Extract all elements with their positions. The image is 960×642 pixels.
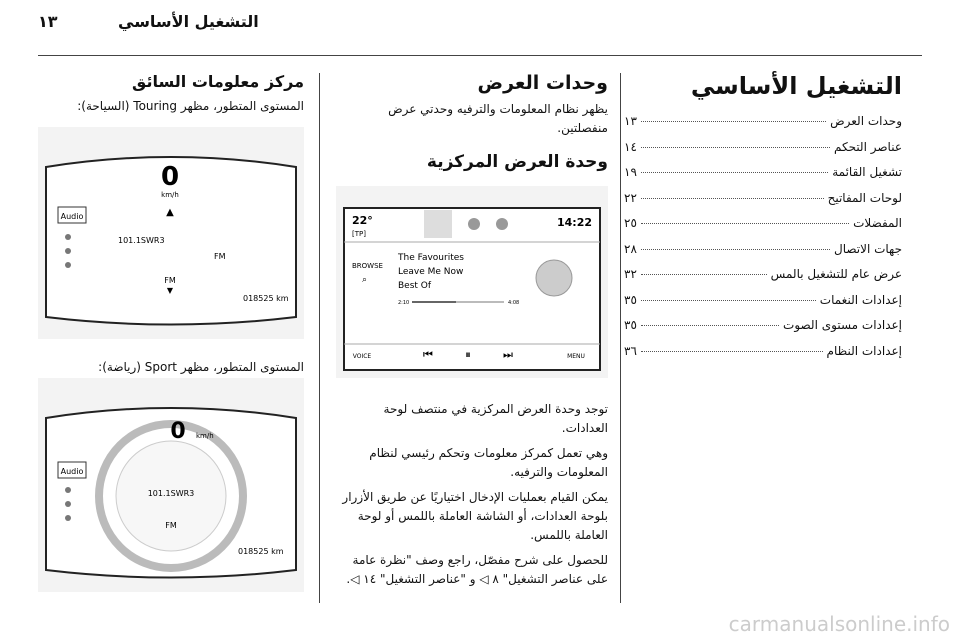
sport-speed-unit: km/h (196, 432, 214, 440)
toc-leader (641, 248, 830, 250)
watermark: carmanualsonline.info (728, 612, 950, 636)
toc-item-label: عرض عام للتشغيل بالمس (770, 267, 902, 281)
toc-item-page: ٣٥ (624, 318, 637, 332)
displays-title: وحدات العرض (477, 72, 608, 94)
down-arrow-icon: ▼ (166, 286, 174, 295)
toc-leader (641, 197, 824, 199)
cluster-fm-bottom: FM (164, 276, 176, 285)
central-paragraph-2: وهي تعمل كمركز معلومات وتحكم رئيسي لنظام المعلومات والترفيه. (369, 446, 608, 479)
toc-item-page: ٣٦ (624, 343, 637, 358)
sport-cluster-figure (38, 378, 304, 592)
displays-intro: يظهر نظام المعلومات والترفيه وحدتي عرض منفصلتين. (388, 102, 608, 135)
toc-item[interactable] (624, 242, 902, 268)
toc-item-label: عناصر التحكم (833, 139, 902, 154)
column-divider-left (319, 73, 320, 603)
toc-item[interactable] (624, 216, 902, 242)
toc-item-page: ١٣ (624, 114, 637, 128)
toc-leader (641, 222, 849, 224)
toc-leader (641, 273, 767, 275)
music-note-icon (424, 210, 452, 238)
toc-item-label: وحدات العرض (830, 114, 902, 128)
up-arrow-icon: ▲ (166, 207, 174, 218)
toc-item[interactable] (624, 114, 902, 140)
toc-column (624, 72, 902, 369)
central-display-title: وحدة العرض المركزية (426, 152, 608, 172)
screen-tp: [TP] (352, 230, 366, 238)
central-paragraph-1: توجد وحدة العرض المركزية في منتصف لوحة العدادات. (383, 402, 608, 435)
toc-item-label: إعدادات النغمات (819, 292, 902, 307)
toc-item-page: ٢٢ (624, 190, 637, 205)
album-art (536, 260, 572, 296)
screen-browse: BROWSE (352, 262, 383, 270)
sport-cluster-illustration (38, 378, 304, 592)
toc-item[interactable] (624, 318, 902, 344)
toc-item-label: جهات الاتصال (833, 241, 902, 256)
time-end: 4:08 (508, 300, 520, 306)
toc-item-label: تشغيل القائمة (832, 165, 902, 179)
source-icon (468, 218, 480, 230)
previous-icon[interactable]: ⏮ (423, 348, 433, 361)
header-rule (38, 55, 922, 56)
touring-cluster-figure (38, 127, 304, 339)
screen-time: 14:22 (556, 216, 592, 229)
info-icon (496, 218, 508, 230)
toc-item-label: لوحات المفاتيح (827, 190, 902, 205)
time-start: 2:10 (398, 300, 410, 306)
toc-item-page: ٣٥ (624, 292, 637, 307)
central-paragraph-4: للحصول على شرح مفصّل، راجع وصف "نظرة عامة على عناصر التشغيل" ٨ ◁ و "عناصر التشغيل" ١٤ ◁. (346, 553, 608, 586)
toc-item-page: ٢٥ (624, 216, 637, 230)
sport-station: 101.1SWR3 (147, 489, 195, 498)
sport-caption: المستوى المتطور، مظهر Sport (رياضة): (98, 360, 304, 374)
toc-leader (641, 120, 826, 122)
toc-item[interactable] (624, 293, 902, 319)
cluster-station: 101.1SWR3 (118, 236, 165, 245)
toc-item[interactable] (624, 140, 902, 166)
infotainment-illustration (336, 186, 608, 378)
voice-label: VOICE (352, 353, 372, 360)
cluster-audio-label: Audio (60, 212, 84, 221)
column-divider-right (620, 73, 621, 603)
toc-leader (641, 171, 828, 173)
menu-label: MENU (567, 353, 585, 360)
toc-leader (641, 350, 823, 352)
cluster-speed: 0 (160, 162, 180, 192)
toc-item[interactable] (624, 191, 902, 217)
toc-leader (641, 324, 779, 326)
pause-icon[interactable]: ⏸ (465, 348, 471, 361)
page-number: ١٣ (38, 12, 58, 31)
toc-item[interactable] (624, 165, 902, 191)
sport-odometer: 018525 km (238, 547, 284, 556)
toc-item[interactable] (624, 267, 902, 293)
toc-title: التشغيل الأساسي (690, 72, 902, 100)
next-icon[interactable]: ⏭ (503, 348, 513, 361)
toc-list (624, 114, 902, 369)
toc-item-page: ٢٨ (624, 241, 637, 256)
touring-cluster-illustration (38, 127, 304, 339)
toc-item-label: إعدادات النظام (826, 343, 902, 358)
cluster-fm: FM (214, 252, 226, 261)
touring-caption: المستوى المتطور، مظهر Touring (السياحة): (77, 99, 304, 113)
toc-item-page: ٣٢ (624, 267, 637, 281)
track-2: Leave Me Now (398, 267, 464, 277)
search-icon: ⌕ (362, 275, 368, 285)
toc-item-label: المفضلات (853, 216, 902, 230)
running-header: التشغيل الأساسي (118, 12, 259, 31)
toc-item[interactable] (624, 344, 902, 370)
sport-audio-label: Audio (60, 467, 84, 476)
infotainment-figure (336, 186, 608, 378)
screen-temperature: 22° (352, 214, 373, 227)
toc-item-label: إعدادات مستوى الصوت (783, 318, 902, 332)
track-1: The Favourites (398, 253, 464, 263)
dic-title: مركز معلومات السائق (132, 72, 304, 91)
cluster-speed-unit: km/h (161, 191, 179, 199)
central-paragraph-3: يمكن القيام بعمليات الإدخال اختياريًا عن طريق الأزرار بلوحة العدادات، أو الشاشة العاملة باللمس أو لوحة العاملة باللمس. (342, 490, 608, 542)
sport-speed: 0 (170, 419, 186, 444)
toc-leader (641, 146, 830, 148)
track-3: Best Of (398, 281, 432, 291)
toc-leader (641, 299, 816, 301)
toc-item-page: ١٤ (624, 139, 637, 154)
sport-fm: FM (165, 521, 177, 530)
toc-item-page: ١٩ (624, 165, 637, 179)
cluster-odometer: 018525 km (243, 294, 289, 303)
